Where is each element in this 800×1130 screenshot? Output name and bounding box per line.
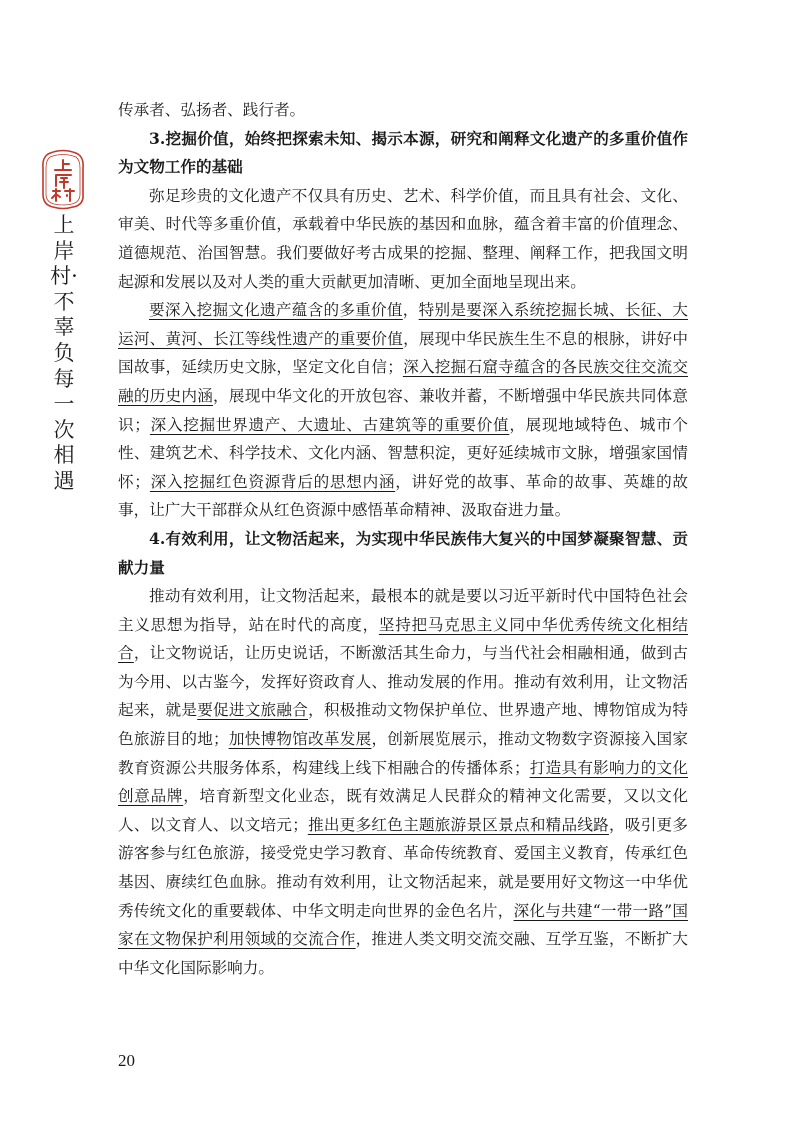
text-run: ，推进人类文明交流交融、互学互鉴，不断扩大中华文化国际影响力。 (118, 930, 688, 977)
page-number: 20 (118, 1051, 135, 1070)
text-run: ，积极推动文物保护单位、世界遗产地、博物馆成为特色旅游目的地； (118, 701, 688, 749)
underlined-phrase: 深入挖掘红色资源背后的思想内涵 (149, 472, 396, 491)
text-run: ，展现地域特色、城市个性、建筑艺术、科学技术、文化内涵、智慧积淀，更好延续城市文脉，增强家国情怀； (118, 415, 688, 491)
paragraph-effective-use (118, 582, 688, 982)
section-heading-4: 4.有效利用，让文物活起来，为实现中华民族伟大复兴的中国梦凝聚智慧、贡献力量 (118, 528, 688, 577)
paragraph-continuation: 传承者、弘扬者、践行者。 (118, 101, 306, 119)
page-body (118, 96, 688, 982)
underlined-phrase: 加快博物馆改革发展 (228, 730, 372, 749)
text-run: ，创新展览展示，推动文物数字资源接入国家教育资源公共服务体系，构建线上线下相融合的传播体系； (118, 730, 688, 777)
sidebar (0, 0, 100, 1130)
text-run: ，讲好党的故事、革命的故事、英雄的故事，让广大干部群众从红色资源中感悟革命精神、汲取奋进力量。 (118, 472, 688, 520)
shangancun-logo-seal (40, 148, 86, 210)
underlined-phrase: 特别是要深入系统挖掘长城、长征、大运河、黄河、长江等线性遗产的重要价值 (118, 301, 688, 348)
underlined-phrase: 要深入挖掘文化遗产蕴含的多重价值 (149, 301, 403, 320)
text-run: ，展现中华民族生生不息的根脉，讲好中国故事，延续历史文脉，坚定文化自信； (118, 329, 688, 377)
underlined-phrase: 深化与共建“一带一路”国家在文物保护利用领域的交流合作 (118, 901, 688, 949)
paragraph-dig-values (118, 296, 688, 525)
text-run: ，吸引更多游客参与红色旅游，接受党史学习教育、革命传统教育、爱国主义教育，传承红色基因、赓续红色血脉。推动有效利用，让文物活起来，就是要用好文物这一中华优秀传统文化的重要载体、中华文明走向世界的金色名片， (118, 815, 688, 920)
text-run: ，培育新型文化业态，既有效满足人民群众的精神文化需要，又以文化人、以文育人、以文培元； (118, 787, 688, 834)
underlined-phrase: 推出更多红色主题旅游景区景点和精品线路 (307, 815, 610, 834)
text-run: 推动有效利用，让文物活起来，最根本的就是要以习近平新时代中国特色社会主义思想为指导，站在时代的高度， (118, 587, 688, 634)
text-run: ， (402, 301, 419, 320)
underlined-phrase: 深入挖掘世界遗产、大遗址、古建筑等的重要价值 (149, 415, 510, 434)
vertical-book-title: 上岸村·不辜负每一次相遇 (50, 213, 78, 493)
underlined-phrase: 要促进文旅融合 (197, 701, 309, 720)
paragraph-value-intro: 弥足珍贵的文化遗产不仅具有历史、艺术、科学价值，而且具有社会、文化、审美、时代等多重价值，承载着中华民族的基因和血脉，蕴含着丰富的价值理念、道德规范、治国智慧。我们要做好考古成果的挖掘、整理、阐释工作，把我国文明起源和发展以及对人类的重大贡献更加清晰、更加全面地呈现出来。 (118, 186, 688, 291)
underlined-phrase: 打造具有影响力的文化创意品牌 (118, 758, 688, 806)
section-heading-3: 3.挖掘价值，始终把探索未知、揭示本源，研究和阐释文化遗产的多重价值作为文物工作的基础 (118, 128, 688, 177)
text-run: ，展现中华文化的开放包容、兼收并蓄，不断增强中华民族共同体意识； (118, 386, 688, 434)
underlined-phrase: 坚持把马克思主义同中华优秀传统文化相结合 (118, 615, 688, 663)
underlined-phrase: 深入挖掘石窟寺蕴含的各民族交往交流交融的历史内涵 (118, 358, 688, 405)
text-run: ，让文物说话，让历史说话，不断激活其生命力，与当代社会相融相通，做到古为今用、以古鉴今，发挥好资政育人、推动发展的作用。推动有效利用，让文物活起来，就是 (118, 644, 688, 720)
